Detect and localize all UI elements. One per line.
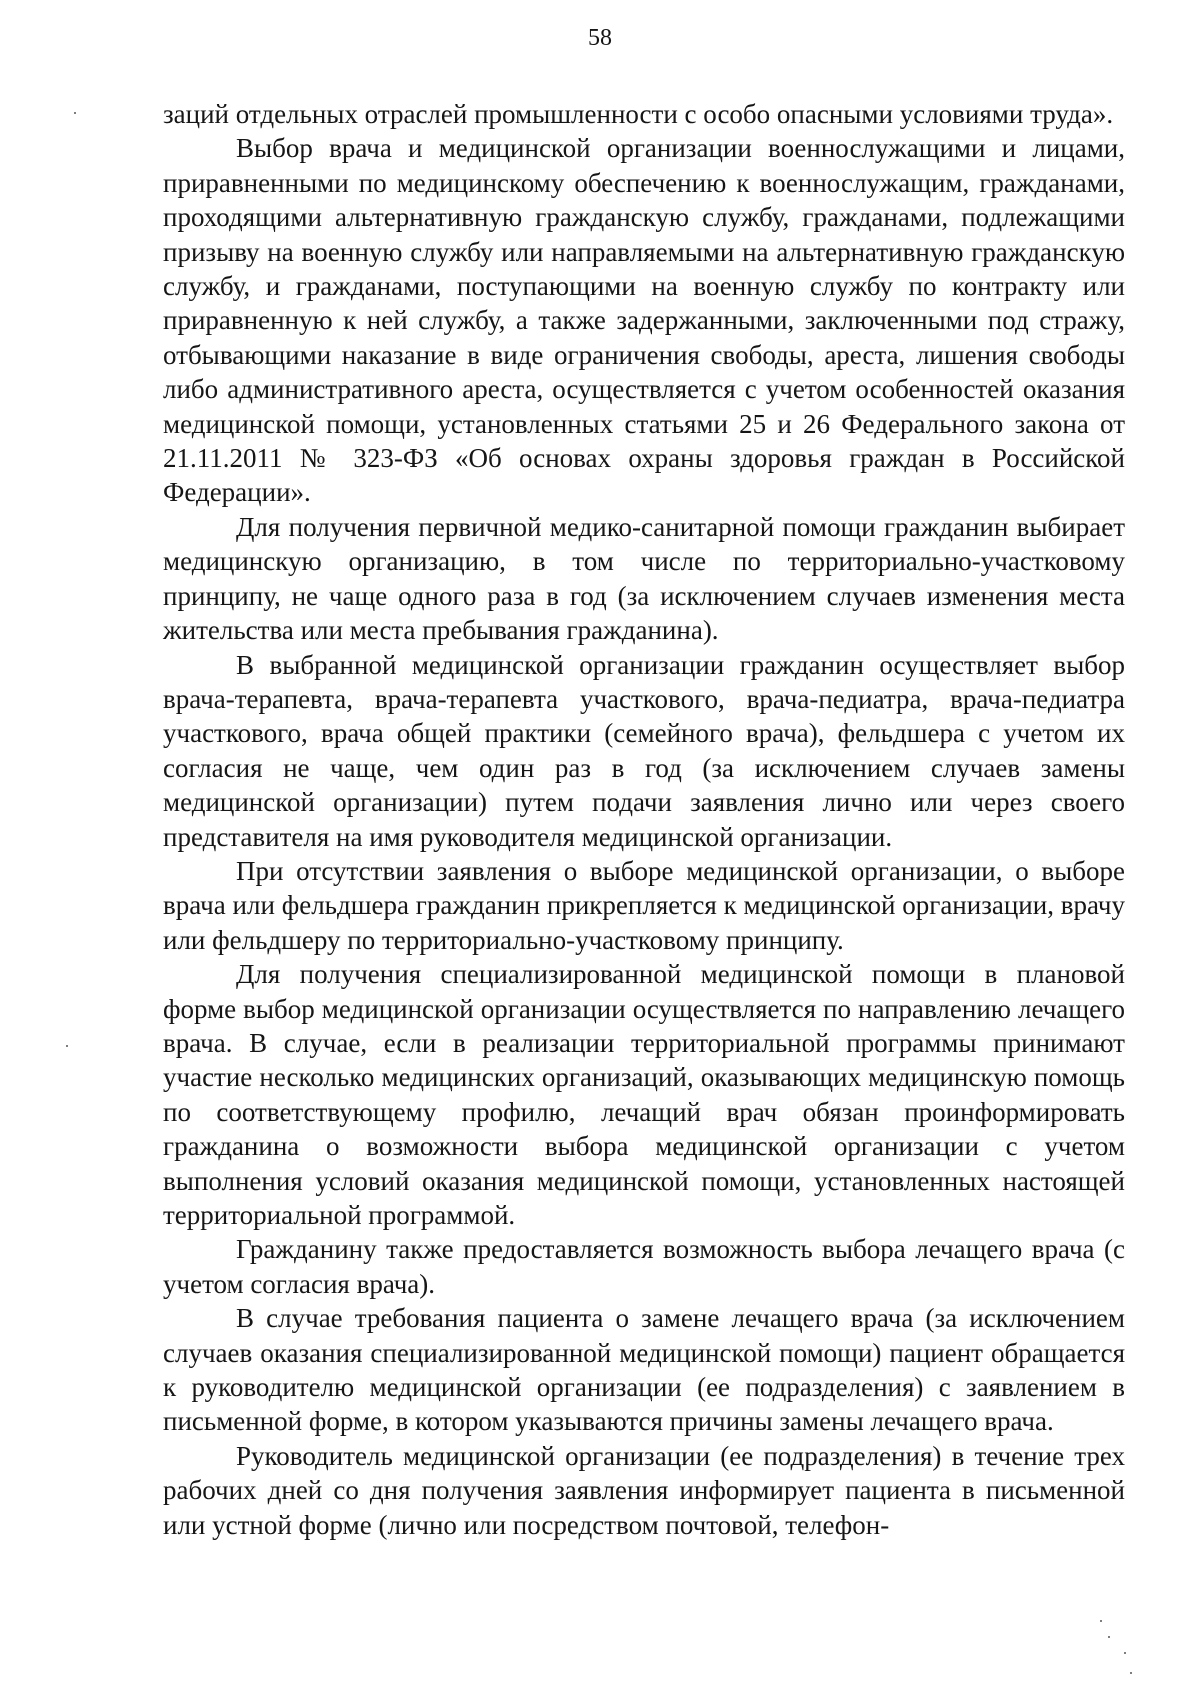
paragraph-5: При отсутствии заявления о выборе медицинской организации, о выборе врача или фельдшера гражданин прикрепляется к медицинской организации, врачу или фельдшеру по территориально-участковому принципу. <box>163 855 1125 955</box>
paragraph-4: В выбранной медицинской организации гражданин осуществляет выбор врача-терапевта, врача-терапевта участкового, врача-педиатра, врача-педиатра участкового, врача общей практики (семейного врача), фельдшера с учетом их согласия не чаще, чем один раз в год (за исключением случаев замены медицинской организации) путем подачи заявления лично или через своего представителя на имя руководителя медицинской организации. <box>163 649 1125 852</box>
scan-speck <box>1108 1636 1110 1638</box>
page-number: 58 <box>588 25 612 51</box>
scan-speck <box>1100 1620 1102 1622</box>
scan-speck <box>1124 1652 1126 1654</box>
body-text <box>163 97 1125 1542</box>
scan-speck <box>66 1045 68 1047</box>
paragraph-1: заций отдельных отраслей промышленности с особо опасными условиями труда». <box>163 99 1114 129</box>
paragraph-2: Выбор врача и медицинской организации военнослужащими и лицами, приравненными по медицинскому обеспечению к военнослужащим, гражданами, проходящими альтернативную гражданскую службу, гражданами, подлежащими призыву на военную службу или направляемыми на альтернативную гражданскую службу, и гражданами, поступающими на военную службу по контракту или приравненную к ней службу, а также задержанными, заключенными под стражу, отбывающими наказание в виде ограничения свободы, ареста, лишения свободы либо административного ареста, осуществляется с учетом особенностей оказания медицинской помощи, установленных статьями 25 и 26 Федерального закона от 21.11.2011 № 323-ФЗ «Об основах охраны здоровья граждан в Российской Федерации». <box>163 133 1125 508</box>
paragraph-3: Для получения первичной медико-санитарной помощи гражданин выбирает медицинскую организацию, в том числе по территориально-участковому принципу, не чаще одного раза в год (за исключением случаев изменения места жительства или места пребывания гражданина). <box>163 511 1125 646</box>
paragraph-9: Руководитель медицинской организации (ее подразделения) в течение трех рабочих дней со дня получения заявления информирует пациента в письменной или устной форме (лично или посредством почтовой, телефон- <box>163 1440 1125 1540</box>
paragraph-6: Для получения специализированной медицинской помощи в плановой форме выбор медицинской организации осуществляется по направлению лечащего врача. В случае, если в реализации территориальной программы принимают участие несколько медицинских организаций, оказывающих медицинскую помощь по соответствующему профилю, лечащий врач обязан проинформировать гражданина о возможности выбора медицинской организации с учетом выполнения условий оказания медицинской помощи, установленных настоящей территориальной программой. <box>163 959 1125 1230</box>
scan-speck <box>74 112 76 114</box>
paragraph-7: Гражданину также предоставляется возможность выбора лечащего врача (с учетом согласия врача). <box>163 1234 1125 1299</box>
scan-speck <box>1130 1672 1132 1674</box>
paragraph-8: В случае требования пациента о замене лечащего врача (за исключением случаев оказания специализированной медицинской помощи) пациент обращается к руководителю медицинской организации (ее подразделения) с заявлением в письменной форме, в котором указываются причины замены лечащего врача. <box>163 1303 1125 1437</box>
